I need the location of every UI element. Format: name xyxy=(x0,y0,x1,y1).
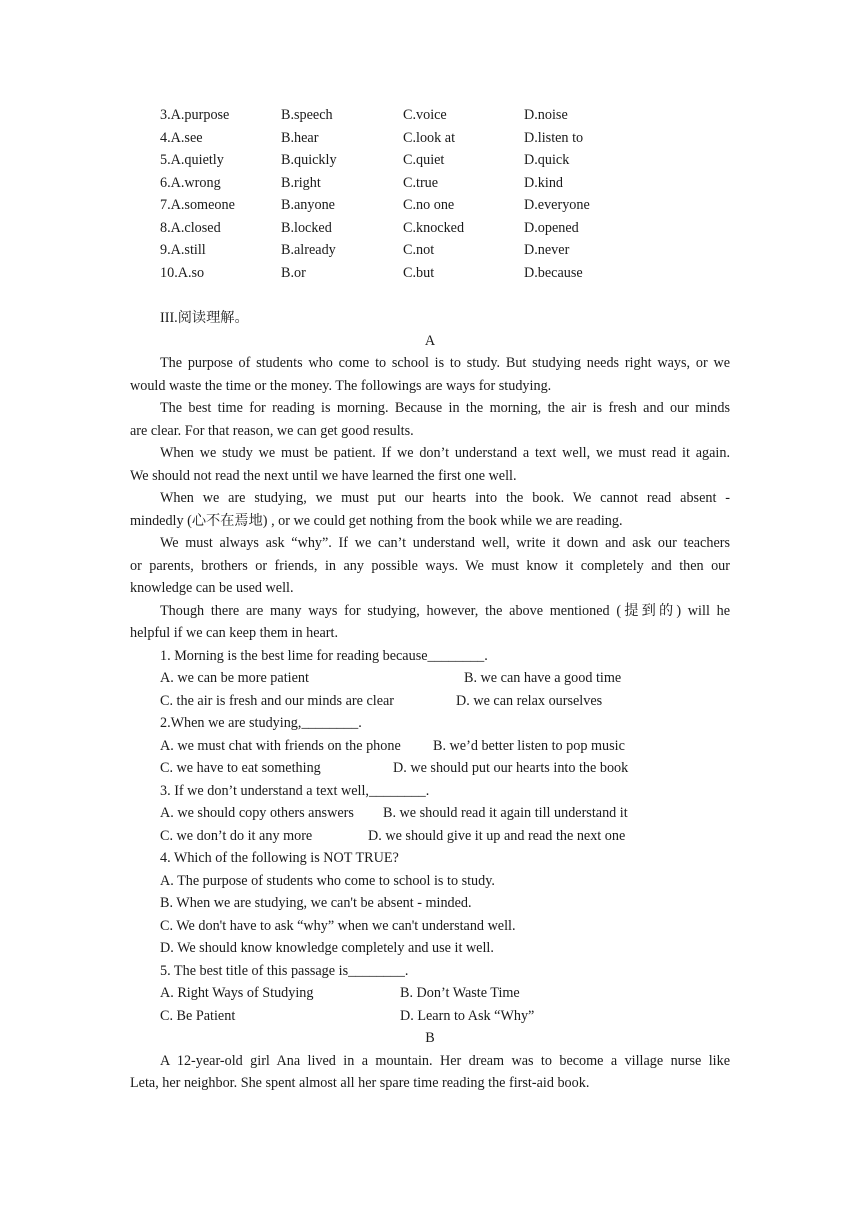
choice-c: C. we have to eat something xyxy=(160,760,321,776)
option-d: D.kind xyxy=(524,175,564,191)
option-b: B.quickly xyxy=(281,152,337,168)
choice-b: B. Don’t Waste Time xyxy=(400,985,520,1001)
passage-line: knowledge can be used well. xyxy=(130,580,294,596)
answer-row xyxy=(160,735,730,758)
option-row xyxy=(130,217,730,240)
choice-c: C. We don't have to ask “why” when we can't understand well. xyxy=(160,918,516,934)
option-a: 8.A.closed xyxy=(160,220,221,236)
passage-a-label: A xyxy=(424,333,436,349)
option-b: B.or xyxy=(281,265,306,281)
option-d: D.noise xyxy=(524,107,568,123)
option-row xyxy=(130,104,730,127)
passage-b-label: B xyxy=(425,1030,435,1046)
option-c: C.knocked xyxy=(403,220,465,236)
choice-a: A. Right Ways of Studying xyxy=(160,985,314,1001)
option-d: D.opened xyxy=(524,220,579,236)
answer-row xyxy=(160,825,730,848)
option-c: C.look at xyxy=(403,130,456,146)
choice-c: C. Be Patient xyxy=(160,1008,236,1024)
choice-d: D. we can relax ourselves xyxy=(456,693,603,709)
option-a: 10.A.so xyxy=(160,265,205,281)
option-a: 3.A.purpose xyxy=(160,107,230,123)
passage-line: helpful if we can keep them in heart. xyxy=(130,625,338,641)
passage-line: would waste the time or the money. The followings are ways for studying. xyxy=(130,378,552,394)
choice-b: B. When we are studying, we can't be absent - minded. xyxy=(160,895,472,911)
choice-a: A. The purpose of students who come to school is to study. xyxy=(160,873,495,889)
choice-c: C. we don’t do it any more xyxy=(160,828,313,844)
answer-row xyxy=(160,1005,730,1028)
passage-line: The best time for reading is morning. Because in the morning, the air is fresh and our minds xyxy=(160,400,730,416)
choice-a: A. we must chat with friends on the phone xyxy=(160,738,401,754)
answer-row xyxy=(160,757,730,780)
option-d: D.listen to xyxy=(524,130,584,146)
question-5: 5. The best title of this passage is________. xyxy=(160,963,409,979)
passage-line: The purpose of students who come to school is to study. But studying needs right ways, or we xyxy=(160,355,730,371)
answer-row xyxy=(160,667,730,690)
option-a: 7.A.someone xyxy=(160,197,235,213)
option-row xyxy=(130,127,730,150)
option-b: B.already xyxy=(281,242,336,258)
option-a: 4.A.see xyxy=(160,130,203,146)
passage-line: When we study we must be patient. If we don’t understand a text well, we must read it again. xyxy=(160,445,730,461)
passage-line: are clear. For that reason, we can get good results. xyxy=(130,423,414,439)
option-c: C.but xyxy=(403,265,435,281)
choice-b: B. we’d better listen to pop music xyxy=(433,738,625,754)
choice-b: B. we should read it again till understand it xyxy=(383,805,628,821)
answer-row xyxy=(160,982,730,1005)
option-b: B.locked xyxy=(281,220,332,236)
passage-line: mindedly (心不在焉地) , or we could get nothing from the book while we are reading. xyxy=(130,513,623,529)
option-d: D.everyone xyxy=(524,197,590,213)
option-b: B.anyone xyxy=(281,197,335,213)
option-b: B.hear xyxy=(281,130,319,146)
option-c: C.true xyxy=(403,175,439,191)
option-b: B.speech xyxy=(281,107,333,123)
choice-d: D. we should put our hearts into the book xyxy=(393,760,629,776)
choice-d: D. We should know knowledge completely and use it well. xyxy=(160,940,494,956)
passage-line: or parents, brothers or friends, in any possible ways. We must know it completely and then our xyxy=(130,558,730,574)
option-row xyxy=(130,194,730,217)
passage-line: We should not read the next until we have learned the first one well. xyxy=(130,468,517,484)
question-4: 4. Which of the following is NOT TRUE? xyxy=(160,850,399,866)
answer-row xyxy=(160,802,730,825)
option-c: C.quiet xyxy=(403,152,445,168)
choice-c: C. the air is fresh and our minds are clear xyxy=(160,693,395,709)
choice-d: D. we should give it up and read the next one xyxy=(368,828,626,844)
option-c: C.not xyxy=(403,242,435,258)
option-row xyxy=(130,262,730,285)
option-d: D.quick xyxy=(524,152,570,168)
passage-line: A 12-year-old girl Ana lived in a mountain. Her dream was to become a village nurse like xyxy=(160,1053,730,1069)
answer-row xyxy=(160,690,730,713)
passage-line: When we are studying, we must put our hearts into the book. We cannot read absent - xyxy=(160,490,730,506)
passage-line: Though there are many ways for studying, however, the above mentioned (提到的) will he xyxy=(160,603,730,619)
option-a: 6.A.wrong xyxy=(160,175,221,191)
choice-a: A. we should copy others answers xyxy=(160,805,354,821)
option-row xyxy=(130,149,730,172)
choice-d: D. Learn to Ask “Why” xyxy=(400,1008,535,1024)
option-c: C.no one xyxy=(403,197,455,213)
passage-line: Leta, her neighbor. She spent almost all her spare time reading the first-aid book. xyxy=(130,1075,590,1091)
option-row xyxy=(130,172,730,195)
option-d: D.never xyxy=(524,242,570,258)
option-row xyxy=(130,239,730,262)
option-d: D.because xyxy=(524,265,583,281)
option-a: 5.A.quietly xyxy=(160,152,224,168)
option-b: B.right xyxy=(281,175,321,191)
question-1: 1. Morning is the best lime for reading because________. xyxy=(160,648,488,664)
passage-line: We must always ask “why”. If we can’t understand well, write it down and ask our teachers xyxy=(160,535,730,551)
section-heading: III.阅读理解。 xyxy=(160,310,249,326)
choice-a: A. we can be more patient xyxy=(160,670,309,686)
option-a: 9.A.still xyxy=(160,242,206,258)
question-2: 2.When we are studying,________. xyxy=(160,715,362,731)
option-c: C.voice xyxy=(403,107,447,123)
choice-b: B. we can have a good time xyxy=(464,670,622,686)
question-3: 3. If we don’t understand a text well,________. xyxy=(160,783,430,799)
